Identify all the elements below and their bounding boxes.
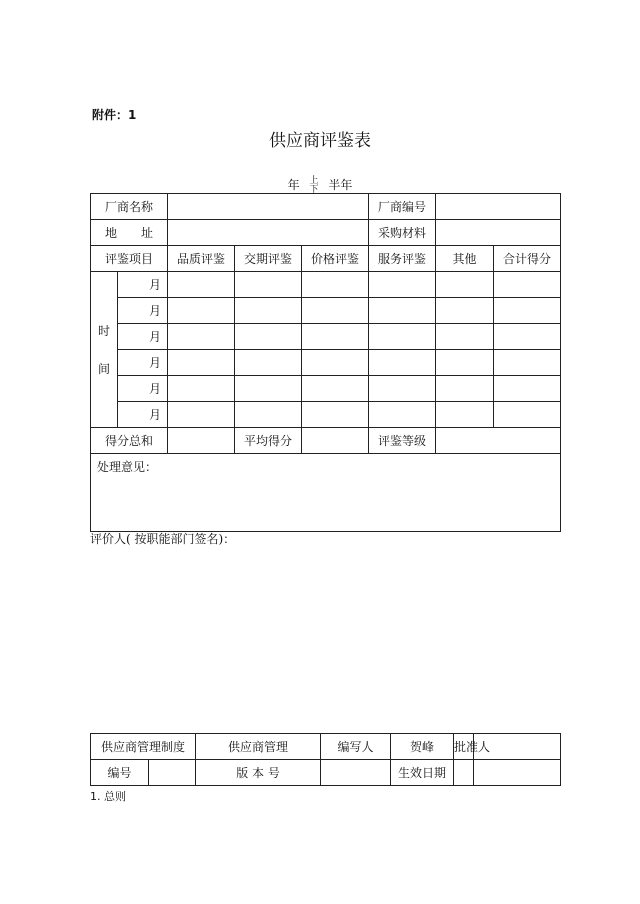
quality-cell[interactable] xyxy=(168,402,235,428)
total-score-label: 得分总和 xyxy=(91,428,168,454)
header-service: 服务评鉴 xyxy=(369,246,436,272)
approver-label: 批准人 xyxy=(454,734,474,760)
vendor-name-cell[interactable] xyxy=(168,194,369,220)
address-cell[interactable] xyxy=(168,220,369,246)
total-cell[interactable] xyxy=(494,324,561,350)
vendor-code-cell[interactable] xyxy=(436,194,561,220)
header-other: 其他 xyxy=(436,246,494,272)
total-cell[interactable] xyxy=(494,272,561,298)
delivery-cell[interactable] xyxy=(235,324,302,350)
month-row xyxy=(91,350,561,376)
page-title: 供应商评鉴表 xyxy=(269,131,371,151)
price-cell[interactable] xyxy=(302,324,369,350)
month-label: 月 xyxy=(118,324,168,350)
service-cell[interactable] xyxy=(369,402,436,428)
month-label: 月 xyxy=(118,376,168,402)
other-cell[interactable] xyxy=(436,272,494,298)
evaluation-table xyxy=(90,193,561,532)
month-row xyxy=(91,376,561,402)
half-year-label: 半年 xyxy=(328,178,353,192)
time-label-top: 时 xyxy=(97,323,110,338)
effective-date-label: 生效日期 xyxy=(391,760,454,786)
evaluator-signature-line: 评价人( 按职能部门签名)： xyxy=(90,532,236,546)
header-item: 评鉴项目 xyxy=(91,246,168,272)
document-control-table xyxy=(90,733,561,786)
vendor-name-label: 厂商名称 xyxy=(91,194,168,220)
header-total: 合计得分 xyxy=(494,246,561,272)
price-cell[interactable] xyxy=(302,272,369,298)
delivery-cell[interactable] xyxy=(235,298,302,324)
opinion-row xyxy=(91,454,561,532)
code-label: 编号 xyxy=(91,760,149,786)
price-cell[interactable] xyxy=(302,350,369,376)
table-row xyxy=(91,194,561,220)
other-cell[interactable] xyxy=(436,298,494,324)
handling-opinion-field[interactable]: 处理意见： xyxy=(91,454,561,532)
address-label: 地 址 xyxy=(91,220,168,246)
purchase-material-label: 采购材料 xyxy=(369,220,436,246)
other-cell[interactable] xyxy=(436,350,494,376)
table-row xyxy=(91,760,561,786)
month-label: 月 xyxy=(118,350,168,376)
attachment-label: 附件：1 xyxy=(92,108,137,122)
year-label: 年 xyxy=(287,178,300,192)
author-label: 编写人 xyxy=(321,734,391,760)
month-row xyxy=(91,324,561,350)
price-cell[interactable] xyxy=(302,376,369,402)
quality-cell[interactable] xyxy=(168,272,235,298)
table-row xyxy=(91,734,561,760)
version-value[interactable] xyxy=(321,760,391,786)
upper-label: 上 xyxy=(309,175,319,186)
month-label: 月 xyxy=(118,272,168,298)
lower-label: 下 xyxy=(309,184,319,195)
quality-cell[interactable] xyxy=(168,376,235,402)
average-score-cell[interactable] xyxy=(302,428,369,454)
average-score-label: 平均得分 xyxy=(235,428,302,454)
policy-name: 供应商管理制度 xyxy=(91,734,196,760)
rating-grade-label: 评鉴等级 xyxy=(369,428,436,454)
other-cell[interactable] xyxy=(436,376,494,402)
total-cell[interactable] xyxy=(494,298,561,324)
other-cell[interactable] xyxy=(436,402,494,428)
service-cell[interactable] xyxy=(369,298,436,324)
header-price: 价格评鉴 xyxy=(302,246,369,272)
time-label-bottom: 间 xyxy=(97,361,110,376)
delivery-cell[interactable] xyxy=(235,402,302,428)
extra-cell[interactable] xyxy=(474,760,561,786)
purchase-material-cell[interactable] xyxy=(436,220,561,246)
other-cell[interactable] xyxy=(436,324,494,350)
version-label: 版 本 号 xyxy=(196,760,321,786)
price-cell[interactable] xyxy=(302,298,369,324)
header-quality: 品质评鉴 xyxy=(168,246,235,272)
total-cell[interactable] xyxy=(494,376,561,402)
half-year-line xyxy=(0,176,640,195)
quality-cell[interactable] xyxy=(168,350,235,376)
quality-cell[interactable] xyxy=(168,298,235,324)
delivery-cell[interactable] xyxy=(235,272,302,298)
total-cell[interactable] xyxy=(494,350,561,376)
month-row xyxy=(91,272,561,298)
total-cell[interactable] xyxy=(494,402,561,428)
total-score-cell[interactable] xyxy=(168,428,235,454)
service-cell[interactable] xyxy=(369,350,436,376)
delivery-cell[interactable] xyxy=(235,376,302,402)
service-cell[interactable] xyxy=(369,376,436,402)
rating-grade-cell[interactable] xyxy=(436,428,561,454)
summary-row xyxy=(91,428,561,454)
table-row xyxy=(91,220,561,246)
service-cell[interactable] xyxy=(369,272,436,298)
month-label: 月 xyxy=(118,298,168,324)
month-label: 月 xyxy=(118,402,168,428)
month-row xyxy=(91,402,561,428)
vendor-code-label: 厂商编号 xyxy=(369,194,436,220)
policy-category: 供应商管理 xyxy=(196,734,321,760)
header-delivery: 交期评鉴 xyxy=(235,246,302,272)
code-value[interactable] xyxy=(149,760,196,786)
delivery-cell[interactable] xyxy=(235,350,302,376)
section-general-heading: 1. 总则 xyxy=(90,790,126,803)
header-row xyxy=(91,246,561,272)
month-row xyxy=(91,298,561,324)
service-cell[interactable] xyxy=(369,324,436,350)
price-cell[interactable] xyxy=(302,402,369,428)
upper-lower-stack xyxy=(309,177,318,195)
effective-date-value[interactable] xyxy=(454,760,474,786)
time-label xyxy=(91,272,118,428)
author-value: 贺峰 xyxy=(391,734,454,760)
quality-cell[interactable] xyxy=(168,324,235,350)
